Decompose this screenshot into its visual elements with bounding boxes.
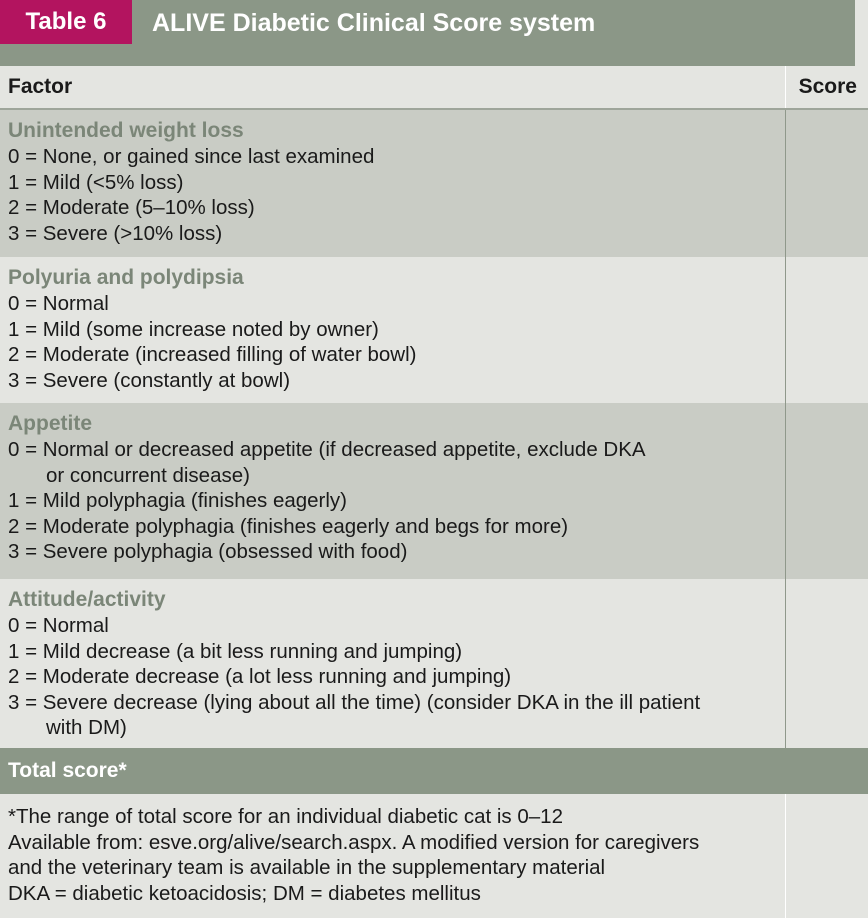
score-option: 3 = Severe polyphagia (obsessed with food) xyxy=(8,540,408,563)
section-title: Unintended weight loss xyxy=(8,119,244,142)
notes-column-divider xyxy=(785,794,786,918)
score-option: 1 = Mild (<5% loss) xyxy=(8,170,184,194)
score-option: 2 = Moderate (increased filling of water bowl) xyxy=(8,343,417,366)
section-title: Attitude/activity xyxy=(8,588,166,611)
total-score-row xyxy=(0,748,868,794)
score-cell xyxy=(785,110,786,257)
total-score-label: Total score* xyxy=(8,759,127,782)
score-option: 1 = Mild (some increase noted by owner) xyxy=(8,317,379,341)
score-option-continued: or concurrent disease) xyxy=(46,463,250,487)
score-option: 2 = Moderate decrease (a lot less running and jumping) xyxy=(8,665,512,688)
factor-column-header: Factor xyxy=(8,75,73,98)
header-column-divider xyxy=(785,66,786,108)
score-option: 3 = Severe (>10% loss) xyxy=(8,221,223,245)
table-title: ALIVE Diabetic Clinical Score system xyxy=(152,8,596,37)
table-footnotes xyxy=(0,794,868,918)
footnote: DKA = diabetic ketoacidosis; DM = diabetes mellitus xyxy=(8,881,481,905)
score-option: 2 = Moderate polyphagia (finishes eagerly and begs for more) xyxy=(8,514,569,538)
factor-section-attitude xyxy=(0,579,868,748)
table-header-row xyxy=(0,66,868,110)
factor-section-weight-loss xyxy=(0,110,868,257)
score-cell xyxy=(785,257,786,403)
factor-section-appetite xyxy=(0,403,868,579)
factor-section-polyuria xyxy=(0,257,868,403)
score-option: 3 = Severe decrease (lying about all the time) (consider DKA in the ill patient xyxy=(8,690,701,714)
score-option: 3 = Severe (constantly at bowl) xyxy=(8,368,291,392)
score-option: 1 = Mild polyphagia (finishes eagerly) xyxy=(8,489,348,512)
score-cell xyxy=(785,579,786,748)
footnote: Available from: esve.org/alive/search.aspx. A modified version for caregivers xyxy=(8,830,700,854)
score-option: 0 = Normal or decreased appetite (if decreased appetite, exclude DKA xyxy=(8,438,646,461)
section-title: Appetite xyxy=(8,412,92,435)
table-number-tag: Table 6 xyxy=(0,0,132,44)
score-option-continued: with DM) xyxy=(46,716,127,739)
footnote: *The range of total score for an individual diabetic cat is 0–12 xyxy=(8,805,563,828)
score-cell xyxy=(785,403,786,579)
score-option: 1 = Mild decrease (a bit less running and jumping) xyxy=(8,639,463,663)
score-option: 0 = Normal xyxy=(8,292,109,315)
table-title-bar xyxy=(0,0,855,66)
score-option: 0 = None, or gained since last examined xyxy=(8,145,375,168)
section-title: Polyuria and polydipsia xyxy=(8,266,244,289)
score-option: 0 = Normal xyxy=(8,614,109,637)
footnote: and the veterinary team is available in the supplementary material xyxy=(8,856,606,879)
score-column-header: Score xyxy=(798,75,857,98)
score-option: 2 = Moderate (5–10% loss) xyxy=(8,196,255,219)
